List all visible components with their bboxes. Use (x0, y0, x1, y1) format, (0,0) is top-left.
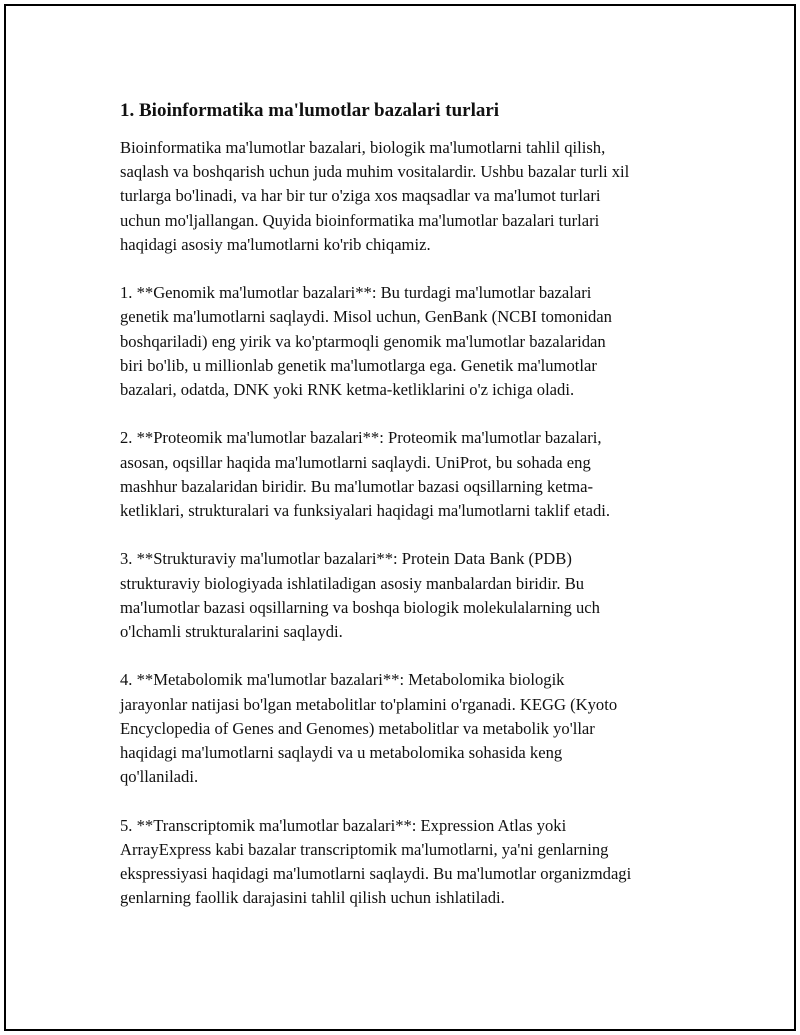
text-line: 2. **Proteomik ma'lumotlar bazalari**: Proteomik ma'lumotlar bazalari, (120, 428, 602, 448)
text-line: turlarga bo'linadi, va har bir tur o'ziga xos maqsadlar va ma'lumot turlari (120, 186, 601, 206)
text-line: genetik ma'lumotlarni saqlaydi. Misol uchun, GenBank (NCBI tomonidan (120, 307, 612, 327)
text-line: mashhur bazalaridan biridir. Bu ma'lumotlar bazasi oqsillarning ketma- (120, 476, 594, 496)
text-line: biri bo'lib, u millionlab genetik ma'lumotlarga ega. Genetik ma'lumotlar (120, 355, 597, 375)
text-line: Encyclopedia of Genes and Genomes) metabolitlar va metabolik yo'llar (120, 718, 595, 738)
page-frame (4, 4, 796, 1031)
paragraph-metabolomik (120, 668, 700, 789)
paragraph-transcriptomik (120, 814, 700, 911)
text-line: haqidagi asosiy ma'lumotlarni ko'rib chiqamiz. (120, 234, 431, 254)
text-line: ketliklari, strukturalari va funksiyalari haqidagi ma'lumotlarni taklif etadi. (120, 501, 611, 521)
text-line: qo'llaniladi. (120, 767, 199, 787)
text-line: saqlash va boshqarish uchun juda muhim vositalardir. Ushbu bazalar turli xil (120, 162, 630, 182)
section-heading: 1. Bioinformatika ma'lumotlar bazalari turlari (120, 100, 500, 121)
text-line: boshqariladi) eng yirik va ko'ptarmoqli genomik ma'lumotlar bazalaridan (120, 331, 606, 351)
text-line: ArrayExpress kabi bazalar transcriptomik ma'lumotlarni, ya'ni genlarning (120, 839, 609, 859)
text-line: 1. **Genomik ma'lumotlar bazalari**: Bu turdagi ma'lumotlar bazalari (120, 283, 592, 303)
text-line: bazalari, odatda, DNK yoki RNK ketma-ketliklarini o'z ichiga oladi. (120, 380, 575, 400)
text-line: strukturaviy biologiyada ishlatiladigan asosiy manbalardan biridir. Bu (120, 573, 585, 593)
text-line: ekspressiyasi haqidagi ma'lumotlarni saqlaydi. Bu ma'lumotlar organizmdagi (120, 864, 632, 884)
document-body (120, 99, 700, 935)
paragraph-proteomik (120, 426, 700, 523)
paragraph-strukturaviy (120, 547, 700, 644)
text-line: o'lchamli strukturalarini saqlaydi. (120, 622, 343, 642)
paragraph-genomik (120, 281, 700, 402)
text-line: jarayonlar natijasi bo'lgan metabolitlar to'plamini o'rganadi. KEGG (Kyoto (120, 694, 618, 714)
paragraph-intro (120, 136, 700, 257)
text-line: haqidagi ma'lumotlarni saqlaydi va u metabolomika sohasida keng (120, 743, 563, 763)
text-line: 5. **Transcriptomik ma'lumotlar bazalari**: Expression Atlas yoki (120, 815, 567, 835)
text-line: 4. **Metabolomik ma'lumotlar bazalari**: Metabolomika biologik (120, 670, 565, 690)
text-line: 3. **Strukturaviy ma'lumotlar bazalari**: Protein Data Bank (PDB) (120, 549, 572, 569)
text-line: Bioinformatika ma'lumotlar bazalari, biologik ma'lumotlarni tahlil qilish, (120, 138, 606, 157)
text-line: asosan, oqsillar haqida ma'lumotlarni saqlaydi. UniProt, bu sohada eng (120, 452, 591, 472)
text-line: uchun mo'ljallangan. Quyida bioinformatika ma'lumotlar bazalari turlari (120, 210, 600, 230)
text-line: genlarning faollik darajasini tahlil qilish uchun ishlatiladi. (120, 888, 505, 908)
text-line: ma'lumotlar bazasi oqsillarning va boshqa biologik molekulalarning uch (120, 597, 600, 617)
